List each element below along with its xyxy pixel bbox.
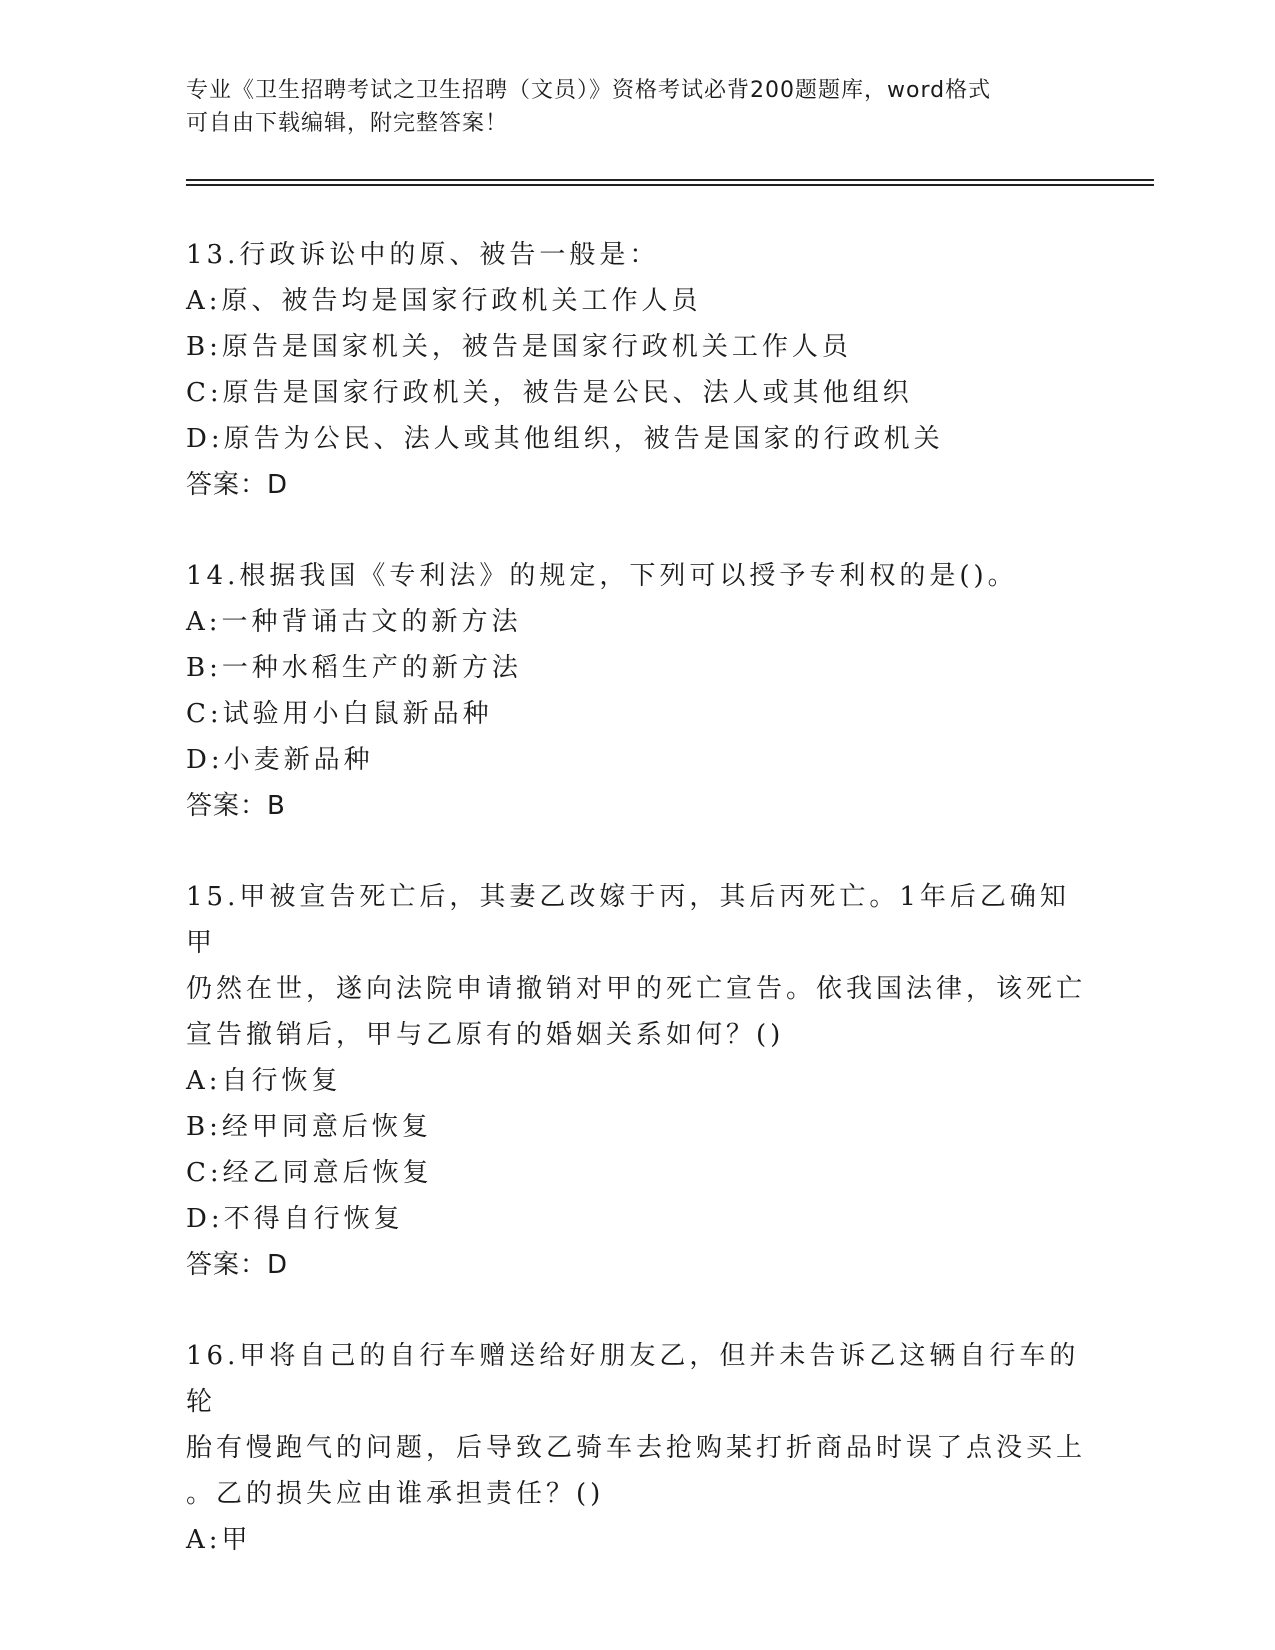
- question-stem-line: 宣告撤销后，甲与乙原有的婚姻关系如何？(): [186, 1020, 785, 1050]
- question-stem-line: 14.根据我国《专利法》的规定，下列可以授予专利权的是()。: [186, 561, 1018, 591]
- question-stem-line: 16.甲将自己的自行车赠送给好朋友乙，但并未告诉乙这辆自行车的轮: [186, 1341, 1080, 1417]
- question-15: [186, 874, 1086, 1288]
- option-b: B:经甲同意后恢复: [186, 1112, 432, 1142]
- question-stem-line: 。乙的损失应由谁承担责任？(): [186, 1479, 605, 1509]
- question-stem-line: 仍然在世，遂向法院申请撤销对甲的死亡宣告。依我国法律，该死亡: [186, 974, 1087, 1004]
- question-13: [186, 232, 1086, 508]
- answer-line: 答案：D: [186, 1250, 289, 1280]
- document-header: [186, 74, 1066, 140]
- header-line-2: 可自由下载编辑，附完整答案！: [186, 111, 509, 136]
- option-c: C:经乙同意后恢复: [186, 1158, 433, 1188]
- option-b: B:一种水稻生产的新方法: [186, 653, 522, 683]
- option-c: C:原告是国家行政机关，被告是公民、法人或其他组织: [186, 378, 913, 408]
- header-divider-top: [186, 179, 1154, 181]
- option-a: A:一种背诵古文的新方法: [186, 607, 522, 637]
- question-stem-line: 15.甲被宣告死亡后，其妻乙改嫁于丙，其后丙死亡。1年后乙确知甲: [186, 882, 1070, 958]
- option-a: A:自行恢复: [186, 1066, 342, 1096]
- question-stem-line: 13.行政诉讼中的原、被告一般是：: [186, 240, 660, 270]
- option-d: D:原告为公民、法人或其他组织，被告是国家的行政机关: [186, 424, 944, 454]
- option-a: A:甲: [186, 1525, 252, 1555]
- option-b: B:原告是国家机关，被告是国家行政机关工作人员: [186, 332, 852, 362]
- header-line-1: 专业《卫生招聘考试之卫生招聘（文员）》资格考试必背200题题库，word格式: [186, 78, 992, 103]
- answer-line: 答案：D: [186, 470, 289, 500]
- option-c: C:试验用小白鼠新品种: [186, 699, 493, 729]
- question-16: [186, 1333, 1086, 1563]
- question-list: [186, 232, 1086, 1608]
- option-d: D:不得自行恢复: [186, 1204, 404, 1234]
- option-d: D:小麦新品种: [186, 745, 374, 775]
- answer-line: 答案：B: [186, 791, 286, 821]
- question-14: [186, 553, 1086, 829]
- question-stem-line: 胎有慢跑气的问题，后导致乙骑车去抢购某打折商品时误了点没买上: [186, 1433, 1087, 1463]
- header-divider-bottom: [186, 184, 1154, 186]
- option-a: A:原、被告均是国家行政机关工作人员: [186, 286, 702, 316]
